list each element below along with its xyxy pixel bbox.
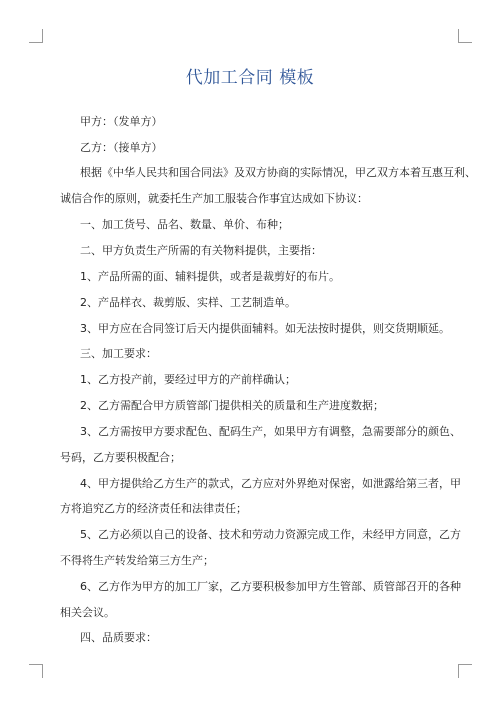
paragraph-line: 5、乙方必须以自己的设备、技术和劳动力资源完成工作，未经甲方同意，乙方: [80, 528, 461, 541]
document-title: 代加工合同 模板: [185, 68, 315, 88]
paragraph-line: 2、乙方需配合甲方质管部门提供相关的质量和生产进度数据；: [80, 399, 384, 412]
paragraph-line: 2、产品样衣、裁剪版、实样、工艺制造单。: [80, 296, 296, 309]
crop-mark-top-left: [29, 29, 43, 43]
crop-mark-bottom-right: [458, 664, 472, 678]
section-heading: 四、品质要求：: [80, 631, 157, 644]
crop-mark-top-right: [458, 29, 472, 43]
paragraph-line: 诚信合作的原则，就委托生产加工服装合作事宜达成如下协议：: [60, 192, 368, 205]
paragraph-line: 二、甲方负责生产所需的有关物料提供，主要指：: [80, 244, 322, 257]
paragraph-line: 方将追究乙方的经济责任和法律责任；: [60, 502, 247, 515]
paragraph-line: 1、产品所需的面、辅料提供，或者是裁剪好的布片。: [80, 270, 340, 283]
paragraph-line: 1、乙方投产前，要经过甲方的产前样确认；: [80, 373, 296, 386]
paragraph-line: 相关会议。: [60, 606, 115, 619]
paragraph-line: 一、加工货号、品名、数量、单价、布种；: [80, 218, 289, 231]
crop-mark-bottom-left: [29, 664, 43, 678]
paragraph-line: 号码，乙方要积极配合；: [60, 451, 181, 464]
party-b-line: 乙方：（接单方）: [80, 141, 163, 154]
paragraph-line: 4、甲方提供给乙方生产的款式，乙方应对外界绝对保密，如泄露给第三者，甲: [80, 477, 461, 490]
paragraph-line: 6、乙方作为甲方的加工厂家，乙方要积极参加甲方生管部、质管部召开的各种: [80, 580, 461, 593]
paragraph-line: 3、甲方应在合同签订后天内提供面辅料。如无法按时提供，则交货期顺延。: [80, 322, 450, 335]
section-heading: 三、加工要求：: [80, 347, 157, 360]
paragraph-line: 根据《中华人民共和国合同法》及双方协商的实际情况，甲乙双方本着互惠互利、: [80, 166, 476, 179]
party-a-line: 甲方：（发单方）: [80, 115, 163, 128]
paragraph-line: 不得将生产转发给第三方生产；: [60, 554, 214, 567]
paragraph-line: 3、乙方需按甲方要求配色、配码生产，如果甲方有调整，急需要部分的颜色、: [80, 425, 461, 438]
